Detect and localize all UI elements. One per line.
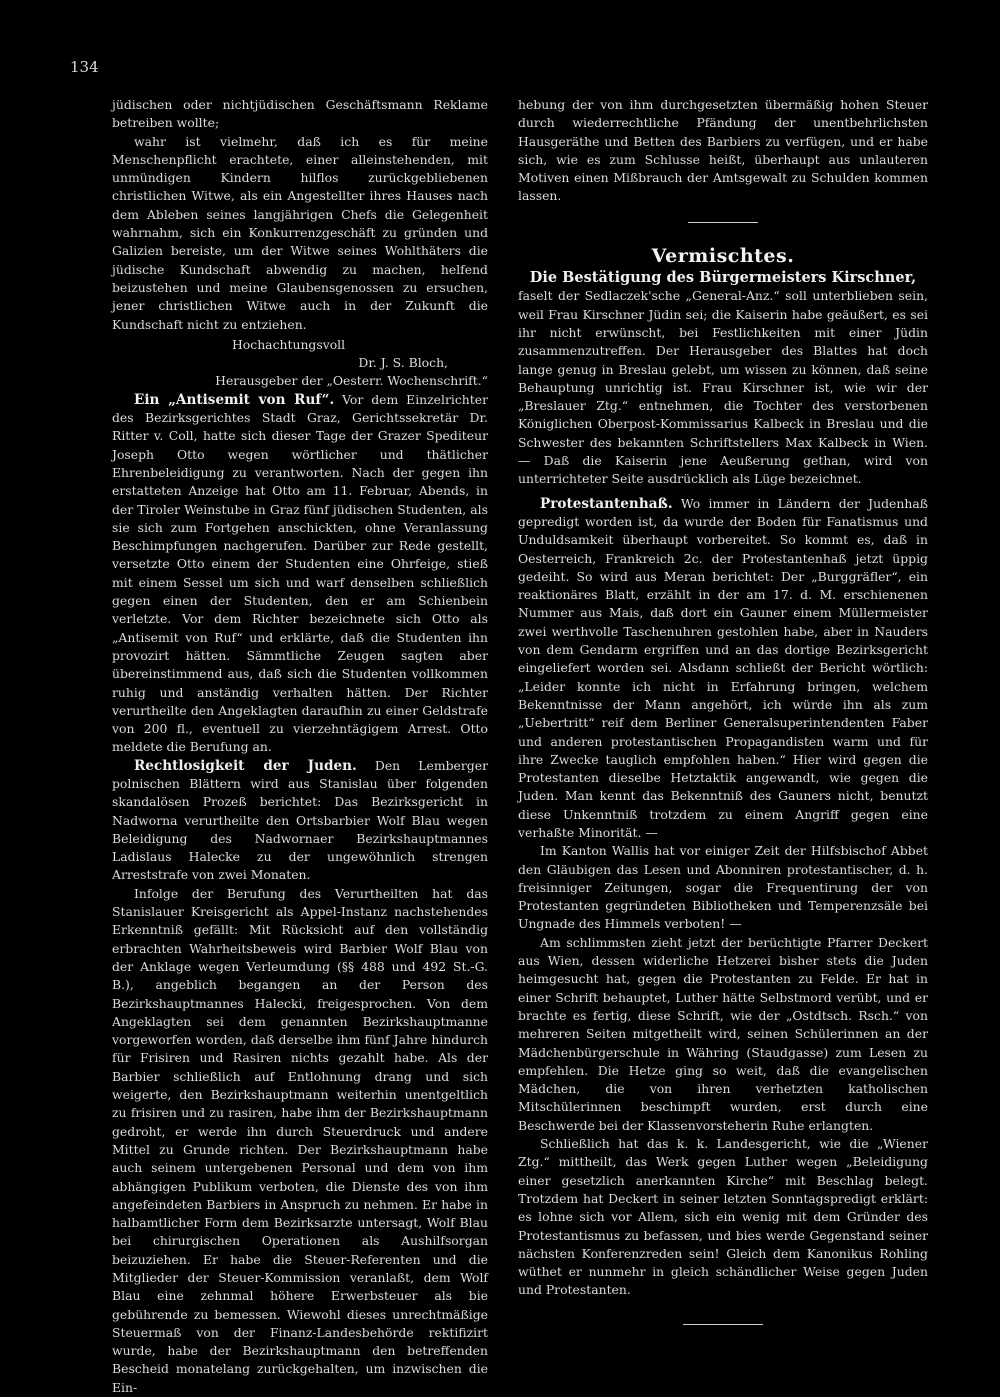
closing-signature: Dr. J. S. Bloch, [358, 355, 448, 371]
paragraph: wahr ist vielmehr, daß ich es für meine Menschenpflicht erachtete, einer alleinstehenden, mit unmündigen Kindern hilflos zurückgebliebenen christlichen Witwe, als ein Angestellter ihres Hauses nach dem Ableben seines langjährigen Chefs die Gelegenheit wahrnahm, sich ein Konkurrenzgeschäft zu gründen und Galizien bereiste, um der Witwe seines Wohlthäters die jüdische Kundschaft abwendig zu machen, helfend beizustehen und meine Glaubensgenossen zu ersuchen, jener christlichen Witwe auch in der Zukunft die Kundschaft nicht zu entziehen. [112, 133, 488, 332]
article-protestantenhass [518, 495, 928, 843]
paragraph: hebung der von ihm durchgesetzten übermäßig hohen Steuer durch wiederrechtliche Pfändung der unentbehrlichsten Hausgeräthe und Betten des Barbiers zu verfügen, und er habe sich, wie es zum Schlusse heißt, überhaupt aus unlauteren Motiven einen Mißbrauch der Amtsgewalt zu Schulden kommen lassen. [518, 97, 928, 204]
article-heading: Ein „Antisemit von Ruf“. [134, 391, 335, 408]
paragraph: Im Kanton Wallis hat vor einiger Zeit der Hilfsbischof Abbet den Gläubigen das Lesen und Abonniren protestantischer, d. h. freisinniger Zeitungen, sogar die Frequentirung der von Protestanten gegründeten Bibliotheken und Temperenzsäle bei Ungnade des Himmels verboten! — [518, 843, 928, 932]
page-number: 134 [70, 58, 99, 76]
section-title: Vermischtes. [651, 244, 795, 267]
article-heading: Rechtlosigkeit der Juden. [134, 757, 357, 774]
article-rechtlosigkeit [112, 757, 488, 885]
paragraph: jüdischen oder nichtjüdischen Geschäftsmann Reklame betreiben wollte; [112, 97, 488, 131]
divider [683, 1324, 763, 1325]
article-heading: Die Bestätigung des Bürgermeisters Kirschner, [529, 269, 917, 287]
right-column [518, 96, 928, 1325]
article-text: Den Lemberger polnischen Blättern wird aus Stanislau über folgenden skandalösen Prozeß berichtet: Das Bezirksgericht in Nadworna verurtheilte den Ortsbarbier Wolf Blau wegen Beleidigung des Nadwornaer Bezirkshauptmannes Ladislaus Halecke zu der ungewöhnlich strengen Arreststrafe von zwei Monaten. [112, 757, 488, 883]
article-antisemit [112, 391, 488, 757]
letter-closing [112, 336, 488, 391]
divider [688, 222, 758, 223]
article-text: faselt der Sedlaczek'sche „General-Anz.“ soll unterblieben sein, weil Frau Kirschner Jüdin sei; die Kaiserin habe geäußert, es sei ihr nicht erwünscht, bei Festlichkeiten mit einer Jüdin zusammenzutreffen. Der Herausgeber des Blattes hat doch lange genug in Breslau gelebt, um wissen zu können, daß seine Behauptung unrichtig ist. Frau Kirschner ist, wie wir der „Breslauer Ztg.“ entnehmen, die Tochter des verstorbenen Königlichen Oberpost-Kommissarius Kalbeck in Breslau und die Schwester des bekannten Schriftstellers Max Kalbeck in Wien. — Daß die Kaiserin jene Aeußerung gethan, wird von unterrichteter Seite ausdrücklich als Lüge bezeichnet. [518, 288, 928, 487]
paragraph: Infolge der Berufung des Verurtheilten hat das Stanislauer Kreisgericht als Appel-Instanz nachstehendes Erkenntniß gefällt: Mit Rücksicht auf den vollständig erbrachten Wahrheitsbeweis wird Barbier Wolf Blau von der Anklage wegen Verleumdung (§§ 488 und 492 St.-G. B.), angeblich begangen an der Person des Bezirkshauptmannes Halecki, freigesprochen. Von dem Angeklagten sei dem genannten Bezirkshauptmanne vorgeworfen worden, daß derselbe ihm fünf Jahre hindurch für Frisiren und Rasiren nichts gezahlt habe. Als der Barbier schließlich auf Entlohnung drang und sich weigerte, den Bezirkshauptmann weiterhin unentgeltlich zu frisiren und zu rasiren, habe ihm der Bezirkshauptmann gedroht, er werde ihn durch Steuerdruck und andere Mittel zu Grunde richten. Der Bezirkshauptmann habe auch seinem untergebenen Personal und dem von ihm abhängigen Publikum verboten, die Dienste des von ihm angefeindeten Barbiers in Anspruch zu nehmen. Er habe in halbamtlicher Form dem Bezirksarzte untersagt, Wolf Blau bei chirurgischen Operationen als Aushilfsorgan beizuziehen. Er habe die Steuer-Referenten und die Mitglieder der Steuer-Kommission veranlaßt, dem Wolf Blau eine zehnmal höhere Erwerbsteuer als bie gebührende zu bemessen. Wiewohl dieses unrechtmäßige Steuermaß von der Finanz-Landesbehörde rektifizirt wurde, habe der Bezirkshauptmann den betreffenden Bescheid monatelang zurückgehalten, um inzwischen die Ein- [112, 885, 488, 1395]
closing-salutation: Hochachtungsvoll [232, 336, 346, 352]
article-heading: Protestantenhaß. [540, 495, 673, 512]
article-text: Vor dem Einzelrichter des Bezirksgerichtes Stadt Graz, Gerichtssekretär Dr. Ritter v. Coll, hatte sich dieser Tage der Grazer Spediteur Joseph Otto wegen wörtlicher und thätlicher Ehrenbeleidigung zu verantworten. Nach der gegen ihn erstatteten Anzeige hat Otto am 11. Februar, Abends, in der Tiroler Weinstube in Graz fünf jüdischen Studenten, als sie sich zum Fortgehen anschickten, ohne Veranlassung Beschimpfungen nachgerufen. Darüber zur Rede gestellt, versetzte Otto einem der Studenten eine Ohrfeige, stieß mit einem Sessel um sich und warf denselben schließlich gegen einen der Studenten, den er am Schienbein verletzte. Vor dem Richter bezeichnete sich Otto als „Antisemit von Ruf“ und erklärte, daß die Studenten ihn provozirt hätten. Sämmtliche Zeugen sagten aber übereinstimmend aus, daß sich die Studenten vollkommen ruhig und anständig verhalten hätten. Der Richter verurtheilte den Angeklagten daraufhin zu einer Geldstrafe von 200 fl., eventuell zu vierzehntägigem Arrest. Otto meldete die Berufung an. [112, 391, 488, 755]
paragraph: Schließlich hat das k. k. Landesgericht, wie die „Wiener Ztg.“ mittheilt, das Werk gegen Luther wegen „Beleidigung einer gesetzlich anerkannten Kirche“ mit Beschlag belegt. Trotzdem hat Deckert in seiner letzten Sonntagspredigt erklärt: es lohne sich vor Allem, sich ein wenig mit dem Gründer des Protestantismus zu befassen, und bies werde Gegenstand seiner nächsten Konferenzreden sein! Gleich dem Kanonikus Rohling wüthet er nunmehr in gleich schändlicher Weise gegen Juden und Protestanten. [518, 1136, 928, 1298]
left-column [112, 96, 488, 1397]
article-text: Wo immer in Ländern der Judenhaß gepredigt worden ist, da wurde der Boden für Fanatismus und Unduldsamkeit überhaupt vorbereitet. So kommt es, daß in Oesterreich, Frankreich 2c. der Protestantenhaß jetzt üppig gedeiht. So wird aus Meran berichtet: Der „Burggräfler“, ein reaktionäres Blatt, erzählt in der am 17. d. M. erschienenen Nummer aus Mais, daß dort ein Gauner einem Müllermeister zwei werthvolle Taschenuhren gestohlen habe, aber in Nauders von dem Gendarm ergriffen und an das dortige Bezirksgericht eingeliefert worden sei. Alsdann schließt der Bericht wörtlich: „Leider konnte ich nicht in Erfahrung bringen, welchem Bekenntnisse der Mann angehört, ich würde ihn als zum „Uebertritt“ reif dem Berliner Generalsuperintendenten Faber und anderen protestantischen Propagandisten warm und für ihre Zwecke tauglich empfohlen haben.“ Hier wird gegen die Protestanten dieselbe Hetztaktik angewandt, wie gegen die Juden. Man kennt das Bekenntniß des Gauners nicht, benutzt diese Unkenntniß trotzdem zu einem Angriff gegen eine verhaßte Minorität. — [518, 495, 928, 840]
closing-title: Herausgeber der „Oesterr. Wochenschrift.“ [215, 373, 488, 389]
paragraph: Am schlimmsten zieht jetzt der berüchtigte Pfarrer Deckert aus Wien, dessen widerliche Hetzerei bisher stets die Juden heimgesucht hat, gegen die Protestanten zu Felde. Er hat in einer Schrift behauptet, Luther hätte Selbstmord verübt, und er brachte es fertig, diese Schrift, wie der „Ostdtsch. Rsch.“ von mehreren Seiten mitgetheilt wird, seinen Schülerinnen an der Mädchenbürgerschule in Währing (Staudgasse) zum Lesen zu empfehlen. Die Hetze ging so weit, daß die evangelischen Mädchen, die von ihren verhetzten katholischen Mitschülerinnen beschimpft wurden, erst durch eine Beschwerde bei der Klassenvorsteherin Ruhe erlangten. [518, 934, 928, 1133]
